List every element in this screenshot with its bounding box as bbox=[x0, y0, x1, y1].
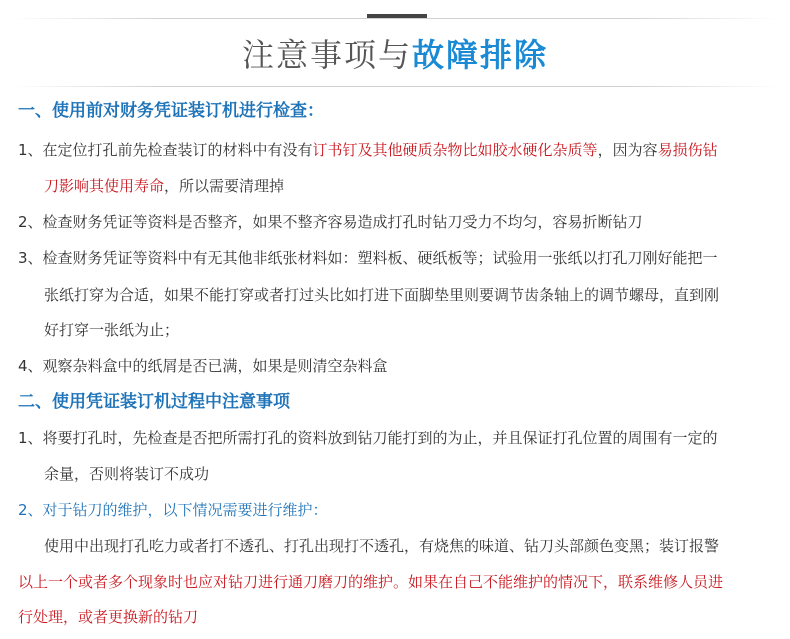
section1-item1-warning-a: 订书钉及其他硬质杂物比如胶水硬化杂质等 bbox=[312, 141, 598, 159]
section1-item1-line2 bbox=[44, 176, 284, 196]
section1-item2: 2、检查财务凭证等资料是否整齐，如果不整齐容易造成打孔时钻刀受力不均匀，容易折断钻刀 bbox=[18, 213, 643, 231]
section1-item3-line1: 3、检查财务凭证等资料中有无其他非纸张材料如：塑料板、硬纸板等；试验用一张纸以打孔刀刚好能把一 bbox=[18, 249, 718, 267]
section2-para-line2: 以上一个或者多个现象时也应对钻刀进行通刀磨刀的维护。如果在自己不能维护的情况下，联系维修人员进 bbox=[18, 573, 724, 591]
title-divider-bottom bbox=[12, 86, 778, 87]
section2-item1-line1: 1、将要打孔时，先检查是否把所需打孔的资料放到钻刀能打到的为止，并且保证打孔位置的周围有一定的 bbox=[18, 429, 718, 447]
title-divider-top bbox=[12, 18, 778, 19]
section1-item3-line2: 张纸打穿为合适，如果不能打穿或者打过头比如打进下面脚垫里则要调节齿条轴上的调节螺母，直到刚 bbox=[44, 286, 720, 304]
section1-item1-warning-c: 刀影响其使用寿命 bbox=[44, 177, 165, 195]
section2-item1-line2: 余量，否则将装订不成功 bbox=[44, 465, 210, 483]
section1-heading: 一、使用前对财务凭证装订机进行检查： bbox=[18, 101, 324, 121]
section1-item1-text-c: ，所以需要清理掉 bbox=[164, 177, 285, 195]
section1-item1-text-b: ，因为容 bbox=[597, 141, 658, 159]
section2-heading: 二、使用凭证装订机过程中注意事项 bbox=[18, 392, 290, 412]
section1-item1-warning-b: 易损伤钻 bbox=[657, 141, 718, 159]
page-title-part2: 故障排除 bbox=[412, 36, 549, 74]
page-title-part1: 注意事项与 bbox=[241, 36, 412, 74]
section2-item2-heading: 2、对于钻刀的维护，以下情况需要进行维护： bbox=[18, 501, 328, 519]
section1-item3-line3: 好打穿一张纸为止； bbox=[44, 321, 180, 339]
section1-item1-line1 bbox=[18, 140, 718, 160]
section2-para-line3: 行处理，或者更换新的钻刀 bbox=[18, 608, 199, 626]
section2-para-line1: 使用中出现打孔吃力或者打不透孔、打孔出现打不透孔，有烧焦的味道、钻刀头部颜色变黑；装订报警 bbox=[44, 537, 720, 555]
section1-item4: 4、观察杂料盒中的纸屑是否已满，如果是则清空杂料盒 bbox=[18, 357, 388, 375]
page-title bbox=[0, 30, 790, 80]
section1-item1-text-a: 1、在定位打孔前先检查装订的材料中有没有 bbox=[18, 141, 313, 159]
